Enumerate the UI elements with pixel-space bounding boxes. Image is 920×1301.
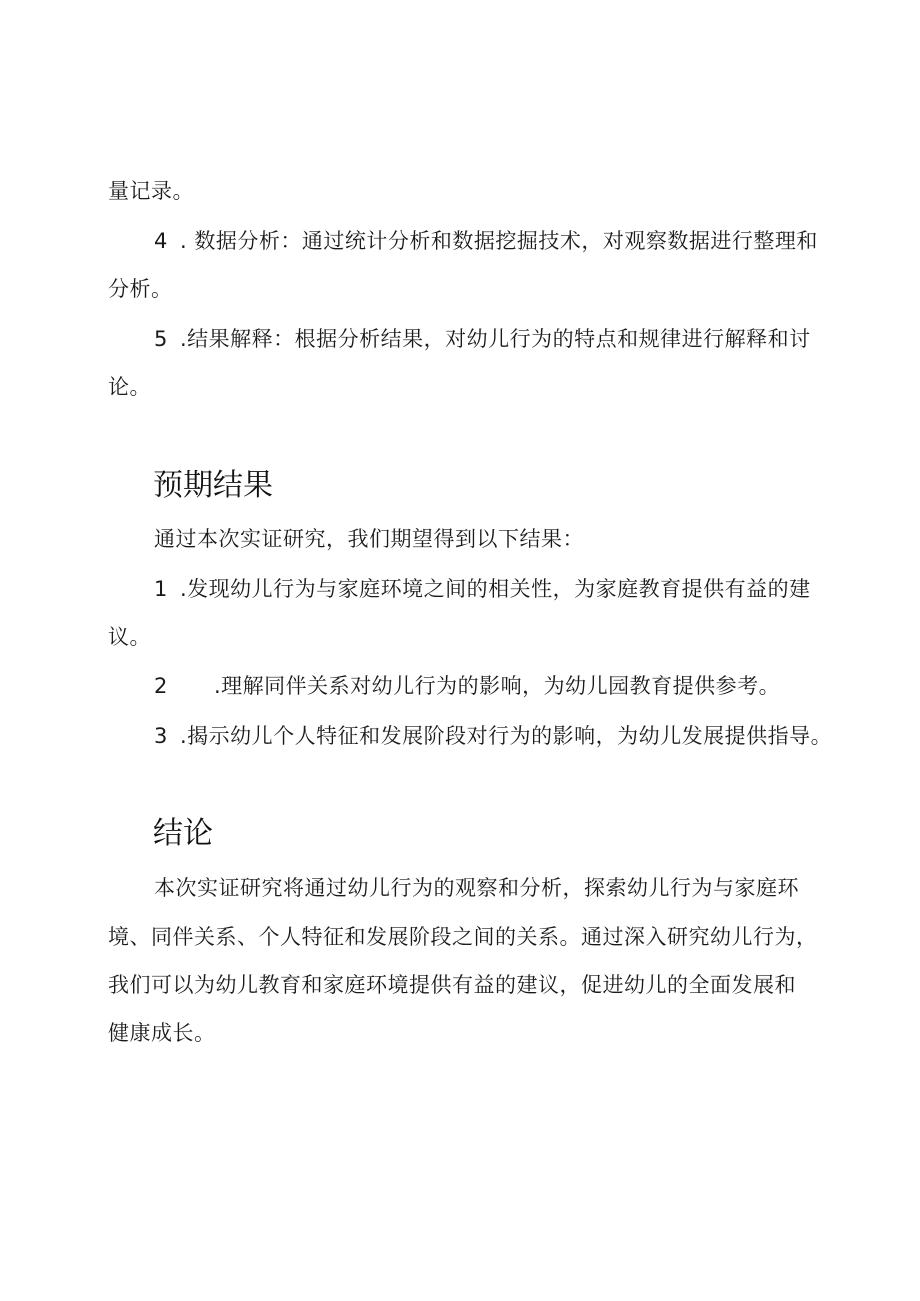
expected-intro	[154, 524, 584, 554]
conclusion-line	[154, 873, 799, 903]
method-item-5	[154, 324, 811, 354]
conclusion-text: 健康成长。	[108, 1021, 216, 1045]
item-text: 分析。	[108, 277, 173, 301]
item-text: 议。	[108, 625, 151, 649]
method-item-4-continuation	[108, 274, 173, 304]
section-heading-expected-results: 预期结果	[153, 468, 273, 503]
item-number: 1	[154, 577, 168, 601]
method-item-5-continuation	[108, 372, 151, 402]
item-text: .理解同伴关系对幼儿行为的影响，为幼儿园教育提供参考。	[214, 674, 781, 698]
item-number: 5	[154, 327, 168, 351]
item-number: 4	[154, 229, 168, 253]
expected-item-3	[154, 721, 832, 751]
intro-text: 通过本次实证研究，我们期望得到以下结果：	[154, 527, 584, 551]
method-item-4	[154, 226, 818, 256]
item-text: . 数据分析：通过统计分析和数据挖掘技术，对观察数据进行整理和	[180, 229, 818, 253]
conclusion-text: 境、同伴关系、个人特征和发展阶段之间的关系。通过深入研究幼儿行为，	[108, 925, 818, 949]
item-text: .结果解释：根据分析结果，对幼儿行为的特点和规律进行解释和讨	[180, 327, 811, 351]
conclusion-line	[108, 922, 818, 952]
item-number: 3	[154, 724, 168, 748]
item-text: .揭示幼儿个人特征和发展阶段对行为的影响，为幼儿发展提供指导。	[180, 724, 833, 748]
conclusion-line	[108, 1018, 216, 1048]
expected-item-1-continuation	[108, 622, 151, 652]
conclusion-text: 我们可以为幼儿教育和家庭环境提供有益的建议，促进幼儿的全面发展和	[108, 973, 796, 997]
item-text: .发现幼儿行为与家庭环境之间的相关性，为家庭教育提供有益的建	[180, 577, 811, 601]
conclusion-text: 本次实证研究将通过幼儿行为的观察和分析，探索幼儿行为与家庭环	[154, 876, 799, 900]
method-3-tail: 量记录。	[108, 179, 194, 203]
item-number: 2	[154, 674, 168, 698]
expected-item-2	[154, 671, 780, 701]
section-heading-conclusion: 结论	[153, 816, 213, 851]
conclusion-line	[108, 970, 796, 1000]
expected-item-1	[154, 574, 811, 604]
item-text: 论。	[108, 375, 151, 399]
paragraph-line	[108, 176, 194, 206]
